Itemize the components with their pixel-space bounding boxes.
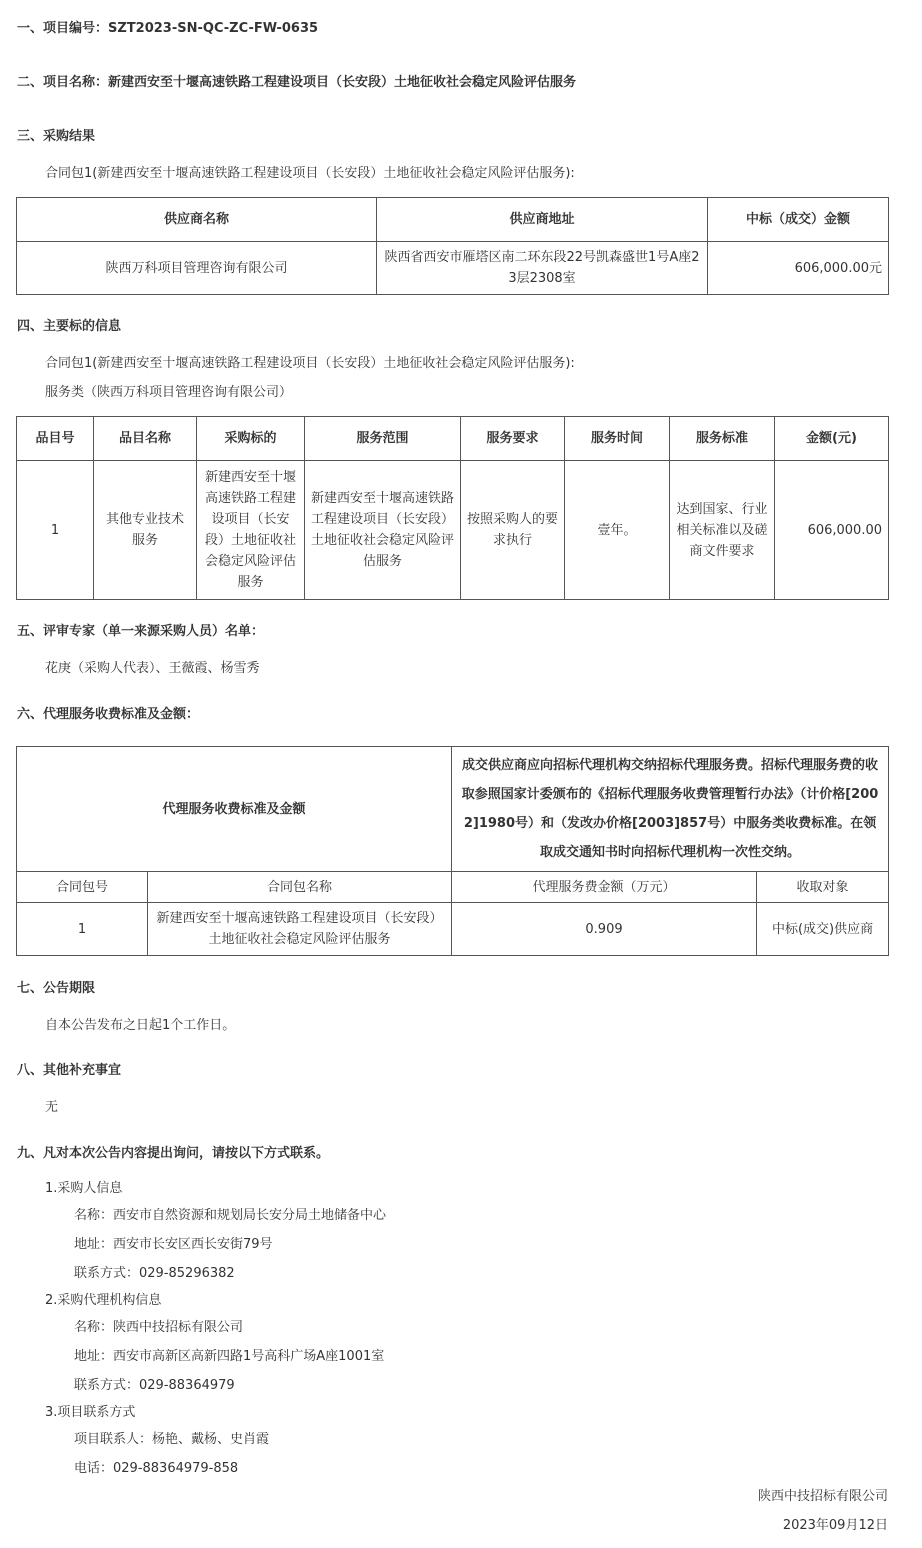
procurement-subject: 新建西安至十堰高速铁路工程建设项目（长安段）土地征收社会稳定风险评估服务 (197, 461, 305, 600)
buyer-address: 地址：西安市长安区西长安街79号 (74, 1237, 273, 1252)
expert-names: 花庚（采购人代表）、王薇霞、杨雪秀 (45, 661, 260, 676)
header-service-scope: 服务范围 (305, 417, 461, 461)
section-main-subject: 四、主要标的信息 (17, 319, 122, 334)
header-award-amount: 中标（成交）金额 (708, 198, 889, 242)
section-notice-period: 七、公告期限 (17, 981, 96, 996)
header-amount: 金额(元) (775, 417, 889, 461)
project-contact-phone: 电话：029-88364979-858 (74, 1461, 239, 1476)
header-supplier-name: 供应商名称 (17, 198, 377, 242)
header-service-time: 服务时间 (565, 417, 670, 461)
section-contact: 九、凡对本次公告内容提出询问，请按以下方式联系。 (17, 1146, 330, 1161)
result-table-header (17, 198, 889, 242)
footer-org: 陕西中技招标有限公司 (757, 1489, 888, 1504)
fee-standard-description: 成交供应商应向招标代理机构交纳招标代理服务费。招标代理服务费的收取参照国家计委颁布的《招标代理服务收费管理暂行办法》（计价格[2002]1980号）和（发改办价格[2003]857号）中服务类收费标准。在领取成交通知书时向招标代理机构一次性交纳。 (452, 747, 889, 872)
result-package: 合同包1(新建西安至十堰高速铁路工程建设项目（长安段）土地征收社会稳定风险评估服务): (45, 166, 575, 181)
fee-table-header (17, 872, 889, 903)
table-row (17, 242, 889, 295)
service-requirement: 按照采购人的要求执行 (461, 461, 565, 600)
supplier-name: 陕西万科项目管理咨询有限公司 (17, 242, 377, 295)
project-name-label: 二、项目名称： (17, 75, 109, 90)
header-supplier-address: 供应商地址 (377, 198, 708, 242)
project-name-value: 新建西安至十堰高速铁路工程建设项目（长安段）土地征收社会稳定风险评估服务 (108, 75, 577, 90)
project-name (17, 73, 576, 93)
item-name: 其他专业技术服务 (94, 461, 197, 600)
footer-date: 2023年09月12日 (782, 1518, 888, 1533)
project-contact-people: 项目联系人：杨艳、戴杨、史肖霞 (74, 1432, 270, 1447)
notice-period-text: 自本公告发布之日起1个工作日。 (45, 1018, 236, 1033)
subject-package: 合同包1(新建西安至十堰高速铁路工程建设项目（长安段）土地征收社会稳定风险评估服务): (45, 356, 575, 371)
item-amount: 606,000.00 (775, 461, 889, 600)
header-service-requirement: 服务要求 (461, 417, 565, 461)
header-item-no: 品目号 (17, 417, 94, 461)
table-row (17, 903, 889, 956)
header-service-standard: 服务标准 (670, 417, 775, 461)
buyer-name: 名称：西安市自然资源和规划局长安分局土地储备中心 (74, 1208, 387, 1223)
service-time: 壹年。 (565, 461, 670, 600)
buyer-info-title: 1.采购人信息 (45, 1181, 123, 1196)
section-other-matters: 八、其他补充事宜 (17, 1063, 122, 1078)
item-no: 1 (17, 461, 94, 600)
fee-standard-row (17, 747, 889, 872)
section-procurement-result: 三、采购结果 (17, 129, 96, 144)
service-standard: 达到国家、行业相关标准以及磋商文件要求 (670, 461, 775, 600)
package-no: 1 (17, 903, 148, 956)
fee-payer: 中标(成交)供应商 (757, 903, 889, 956)
project-number-value: SZT2023-SN-QC-ZC-FW-0635 (108, 21, 319, 36)
award-amount: 606,000.00元 (708, 242, 889, 295)
agency-contact: 联系方式：029-88364979 (74, 1378, 235, 1393)
agency-fee-table (16, 746, 889, 956)
header-package-no: 合同包号 (17, 872, 148, 903)
section-agency-fee: 六、代理服务收费标准及金额： (17, 707, 200, 722)
header-procurement-subject: 采购标的 (197, 417, 305, 461)
section-review-experts: 五、评审专家（单一来源采购人员）名单： (17, 624, 265, 639)
fee-standard-title: 代理服务收费标准及金额 (17, 747, 452, 872)
fee-amount: 0.909 (452, 903, 757, 956)
agency-info-title: 2.采购代理机构信息 (45, 1293, 162, 1308)
agency-name: 名称：陕西中技招标有限公司 (74, 1320, 244, 1335)
subject-table (16, 416, 889, 600)
supplier-address: 陕西省西安市雁塔区南二环东段22号凯森盛世1号A座23层2308室 (377, 242, 708, 295)
project-number (17, 19, 318, 39)
project-number-label: 一、项目编号： (17, 21, 109, 36)
header-item-name: 品目名称 (94, 417, 197, 461)
package-name: 新建西安至十堰高速铁路工程建设项目（长安段）土地征收社会稳定风险评估服务 (148, 903, 452, 956)
other-matters-text: 无 (45, 1100, 59, 1115)
header-fee-payer: 收取对象 (757, 872, 889, 903)
project-contact-title: 3.项目联系方式 (45, 1405, 136, 1420)
buyer-contact: 联系方式：029-85296382 (74, 1266, 235, 1281)
result-table (16, 197, 889, 295)
subject-table-header (17, 417, 889, 461)
header-package-name: 合同包名称 (148, 872, 452, 903)
header-fee-amount: 代理服务费金额（万元） (452, 872, 757, 903)
service-scope: 新建西安至十堰高速铁路工程建设项目（长安段）土地征收社会稳定风险评估服务 (305, 461, 461, 600)
agency-address: 地址：西安市高新区高新四路1号高科广场A座1001室 (74, 1349, 385, 1364)
subject-category: 服务类（陕西万科项目管理咨询有限公司） (45, 385, 293, 400)
table-row (17, 461, 889, 600)
